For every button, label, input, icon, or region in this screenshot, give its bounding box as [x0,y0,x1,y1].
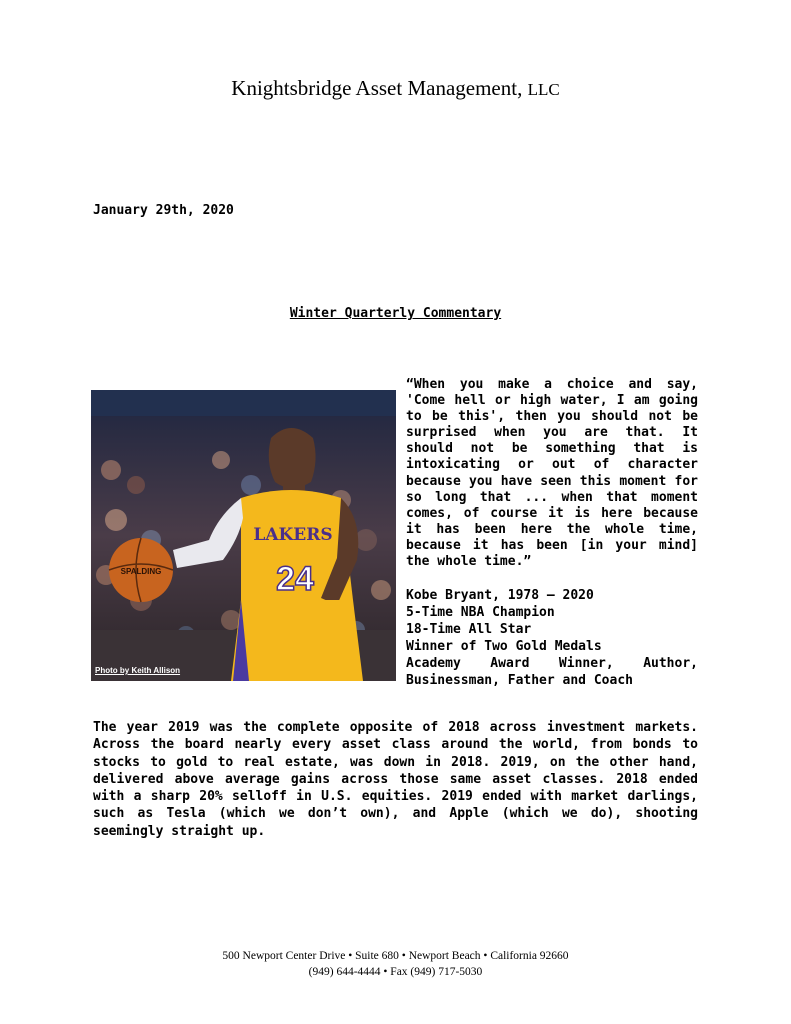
attribution-line: Kobe Bryant, 1978 – 2020 [406,588,594,603]
footer-address: 500 Newport Center Drive • Suite 680 • Newport Beach • California 92660 [222,950,569,962]
photo-illustration [91,390,396,681]
photo-credit: Photo by Keith Allison [95,666,181,675]
page-footer [0,948,791,980]
commentary-paragraph: The year 2019 was the complete opposite of 2018 across investment markets. Across the board nearly every asset class around the world, from bonds to stocks to gold to real estate, was down in 2018. 2019, on the other hand, delivered above average gains across those same asset classes. 2018 ended with a sharp 20% selloff in U.S. equities. 2019 ended with market darlings, such as Tesla (which we don’t own), and Apple (which we do), shooting seemingly straight up. [93,720,698,839]
footer-phone: (949) 644-4444 • Fax (949) 717-5030 [308,966,483,978]
attribution-line: 5-Time NBA Champion [406,605,555,621]
jersey-team: LAKERS [253,525,333,545]
ball-brand: SPALDING [120,567,162,576]
attribution-line: Academy Award Winner, Author, [406,656,698,672]
jersey-number: 24 [276,560,314,598]
letter-date: January 29th, 2020 [93,203,234,218]
attribution-line: Winner of Two Gold Medals [406,639,602,655]
attribution-line: Businessman, Father and Coach [406,673,633,689]
kobe-quote: “When you make a choice and say, 'Come hell or high water, I am going to be this', then you should not be surprised when you are that. It should not be something that is intoxicating or out of character because you have seen this moment for so long that ... when that moment comes, of course it is here because it has been here the whole time, because it has been [in your mind] the whole time.” [406,377,698,570]
company-name: Knightsbridge Asset Management, [231,76,523,100]
document-title: Winter Quarterly Commentary [289,306,502,321]
attribution-line: 18-Time All Star [406,622,532,638]
quote-attribution [406,587,698,690]
company-suffix: LLC [527,80,560,99]
player-photo [91,390,396,681]
letterhead [0,76,791,101]
